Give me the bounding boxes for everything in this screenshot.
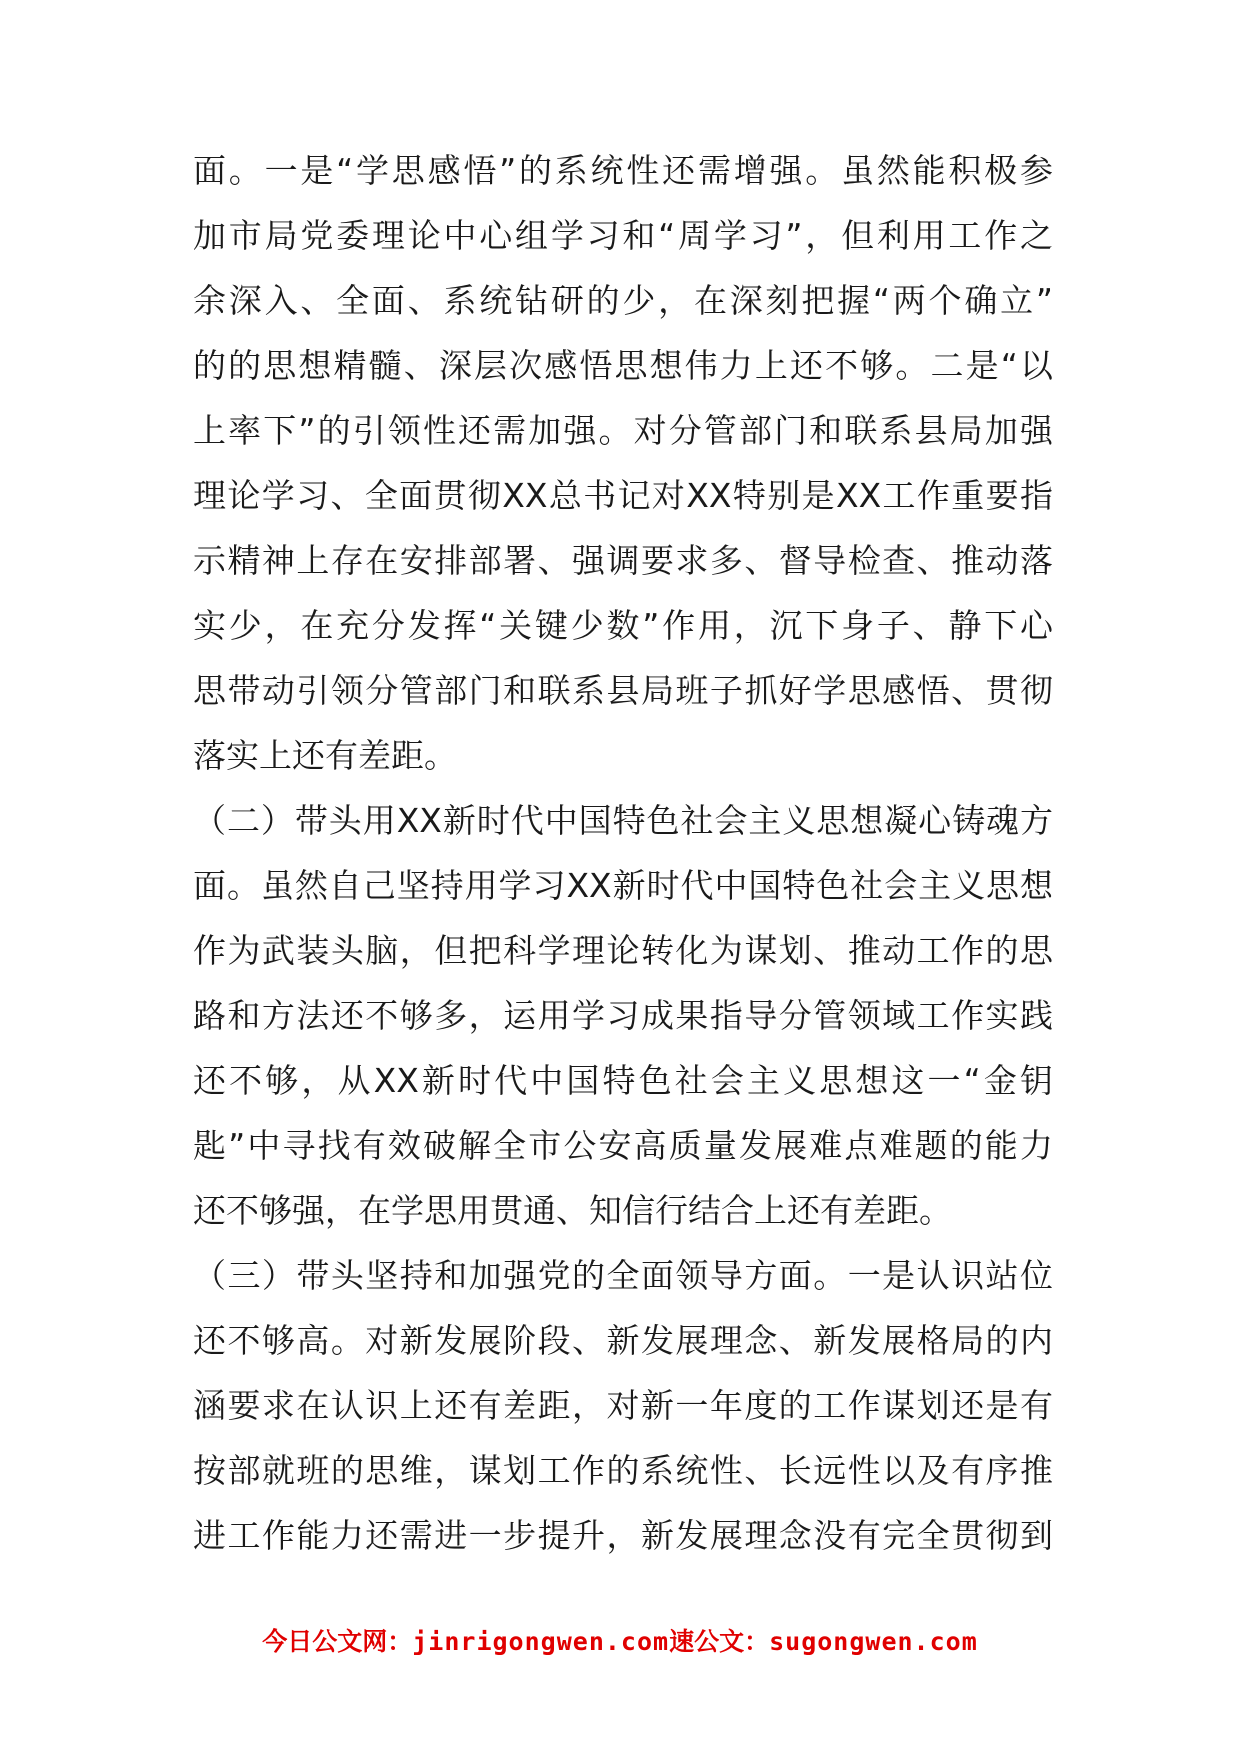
document-body: [193, 138, 1053, 1568]
text-line: 实少，在充分发挥“关键少数”作用，沉下身子、静下心: [193, 606, 1053, 645]
text-line: 匙”中寻找有效破解全市公安高质量发展难点难题的能力: [193, 1126, 1053, 1165]
watermark-footer: [0, 1622, 1240, 1658]
paragraph-end-line: 还不够强，在学思用贯通、知信行结合上还有差距。: [193, 1191, 952, 1230]
text-line: 示精神上存在安排部署、强调要求多、督导检查、推动落: [193, 541, 1053, 580]
text-line: 上率下”的引领性还需加强。对分管部门和联系县局加强: [193, 411, 1053, 450]
text-line: 面。虽然自己坚持用学习XX新时代中国特色社会主义思想: [193, 866, 1053, 905]
text-line: 还不够，从XX新时代中国特色社会主义思想这一“金钥: [193, 1061, 1053, 1100]
text-line: 进工作能力还需进一步提升，新发展理念没有完全贯彻到: [193, 1516, 1053, 1555]
paragraph-end-line: 落实上还有差距。: [193, 736, 457, 775]
site1-url[interactable]: jinrigongwen.com: [412, 1627, 670, 1656]
text-line: 作为武装头脑，但把科学理论转化为谋划、推动工作的思: [193, 931, 1053, 970]
text-line: 理论学习、全面贯彻XX总书记对XX特别是XX工作重要指: [193, 476, 1053, 515]
site2-name: 速公文：: [669, 1627, 770, 1656]
text-line: 按部就班的思维，谋划工作的系统性、长远性以及有序推: [193, 1451, 1053, 1490]
section-heading-line: （二）带头用XX新时代中国特色社会主义思想凝心铸魂方: [193, 801, 1053, 840]
text-line: 面。一是“学思感悟”的系统性还需增强。虽然能积极参: [193, 151, 1053, 190]
text-line: 路和方法还不够多，运用学习成果指导分管领域工作实践: [193, 996, 1053, 1035]
text-line: 的的思想精髓、深层次感悟思想伟力上还不够。二是“以: [193, 346, 1053, 385]
text-line: 加市局党委理论中心组学习和“周学习”，但利用工作之: [193, 216, 1053, 255]
site1-name: 今日公文网：: [262, 1627, 413, 1656]
text-line: 涵要求在认识上还有差距，对新一年度的工作谋划还是有: [193, 1386, 1053, 1425]
text-line: 思带动引领分管部门和联系县局班子抓好学思感悟、贯彻: [193, 671, 1053, 710]
site2-url[interactable]: sugongwen.com: [769, 1627, 978, 1656]
section-heading-line: （三）带头坚持和加强党的全面领导方面。一是认识站位: [193, 1256, 1053, 1295]
text-line: 余深入、全面、系统钻研的少，在深刻把握“两个确立”: [193, 281, 1053, 320]
text-line: 还不够高。对新发展阶段、新发展理念、新发展格局的内: [193, 1321, 1053, 1360]
